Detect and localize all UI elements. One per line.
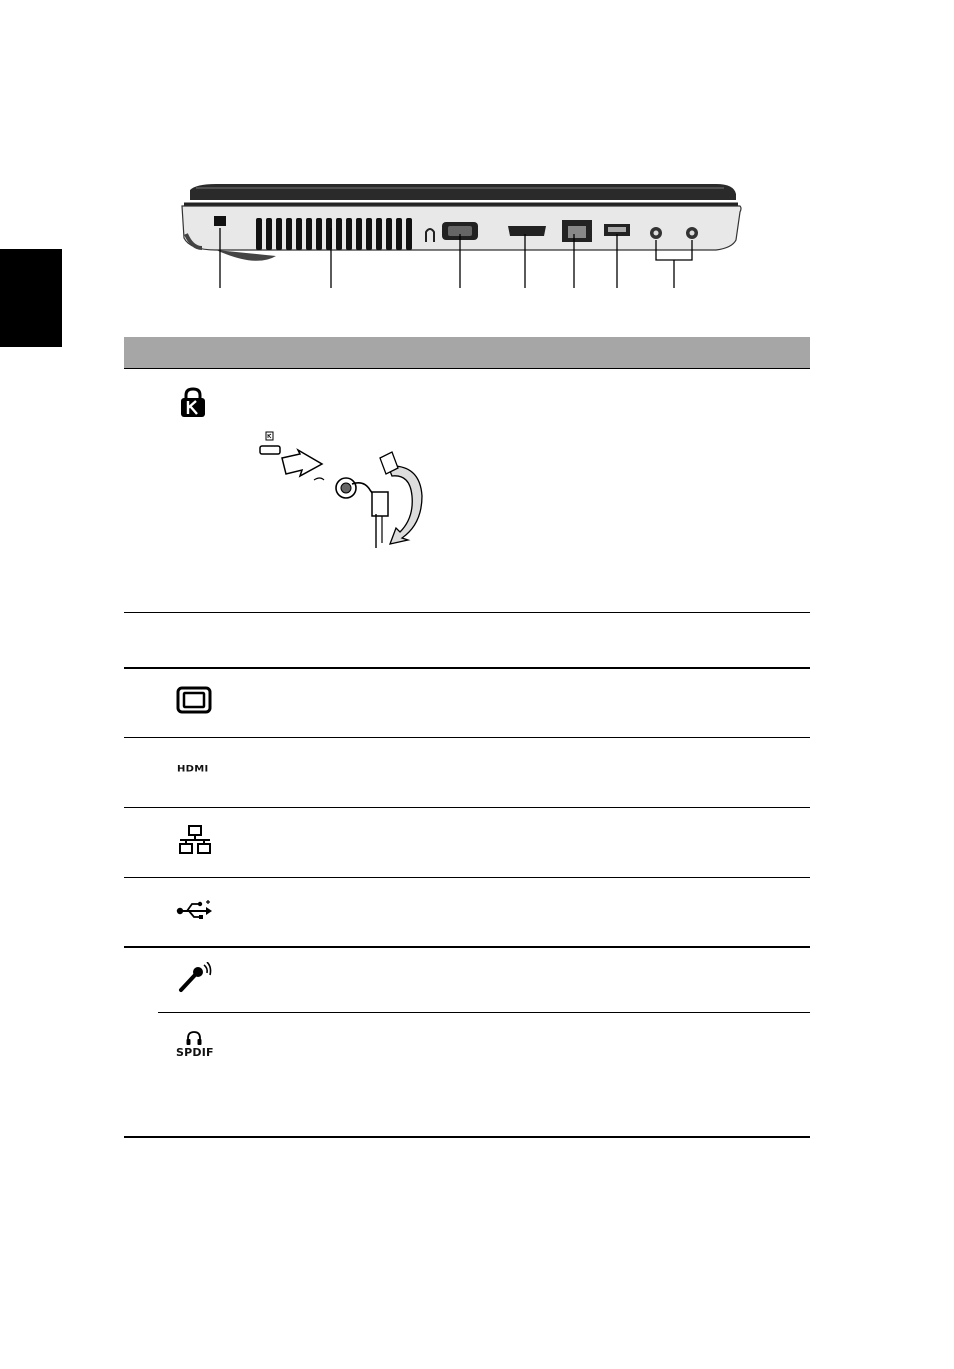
lock-installation-illustration bbox=[252, 428, 442, 553]
row-divider bbox=[124, 368, 810, 369]
microphone-icon bbox=[176, 962, 212, 994]
hdmi-port bbox=[508, 226, 546, 236]
row-divider bbox=[124, 737, 810, 738]
spdif-label: SPDIF bbox=[176, 1046, 214, 1059]
row-divider bbox=[124, 667, 810, 669]
row-divider bbox=[158, 1012, 810, 1013]
laptop-left-side-illustration bbox=[176, 178, 746, 298]
network-icon bbox=[178, 824, 212, 854]
kensington-lock-icon bbox=[178, 386, 208, 418]
row-divider bbox=[124, 612, 810, 613]
chapter-side-tab bbox=[0, 249, 62, 347]
table-header bbox=[124, 337, 810, 369]
external-display-icon bbox=[176, 686, 212, 714]
row-divider bbox=[124, 877, 810, 878]
usb-icon bbox=[176, 898, 214, 920]
lock-slot bbox=[214, 216, 226, 226]
row-divider bbox=[124, 1136, 810, 1138]
headphone-icon bbox=[185, 1030, 203, 1046]
hdmi-icon: HDMI bbox=[177, 764, 209, 775]
row-divider bbox=[124, 807, 810, 808]
row-divider bbox=[124, 946, 810, 948]
